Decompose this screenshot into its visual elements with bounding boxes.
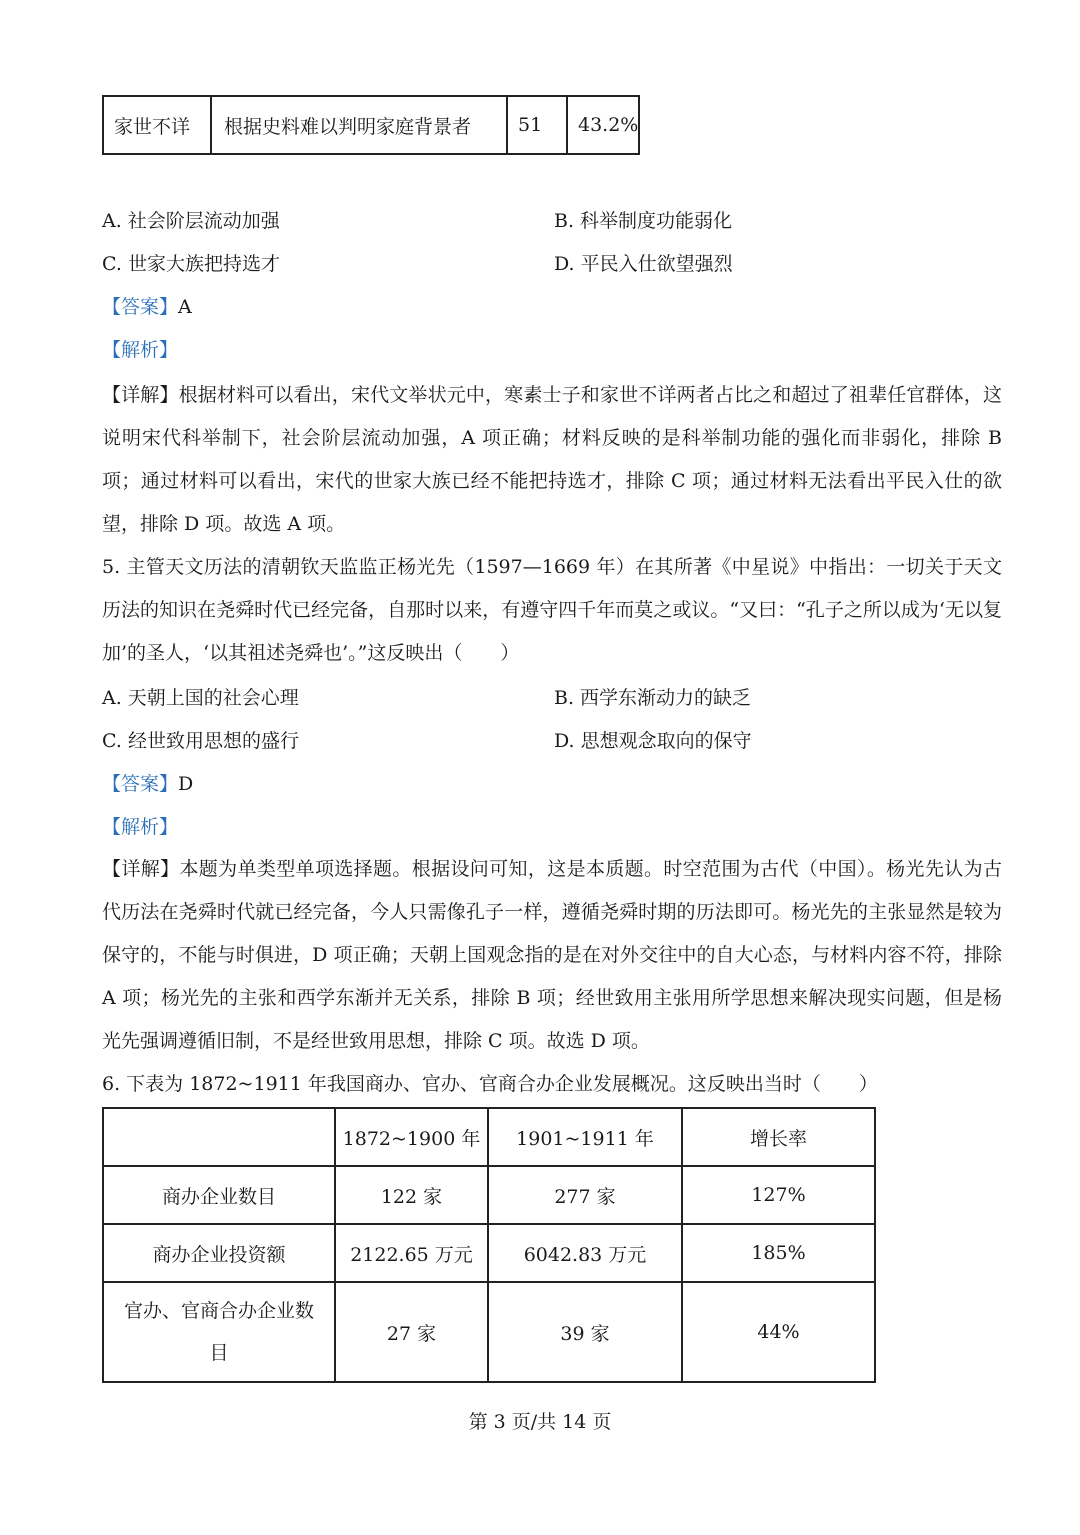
answer-tag: 【答案】 [102, 296, 179, 318]
table-cell: 185% [682, 1224, 875, 1282]
q5-option-d: D. 思想观念取向的保守 [554, 730, 752, 752]
q4-option-b: B. 科举制度功能弱化 [554, 210, 733, 232]
background-table [102, 95, 640, 155]
answer-value: D [178, 773, 194, 795]
analysis-tag: 【解析】 [102, 816, 179, 838]
analysis-tag: 【解析】 [102, 339, 179, 361]
q6-stem: 6. 下表为 1872~1911 年我国商办、官办、官商合办企业发展概况。这反映出当时（ ） [102, 1073, 878, 1095]
q5-answer [102, 769, 193, 799]
answer-value: A [178, 296, 192, 318]
q5-stem: 5. 主管天文历法的清朝钦天监监正杨光先（1597—1669 年）在其所著《中星说》中指出：一切关于天文历法的知识在尧舜时代已经完备，自那时以来，有遵守四千年而莫之或议。“又曰：“孔子之所以成为‘无以复加’的圣人，‘以其祖述尧舜也’。”这反映出（ ） [102, 556, 1002, 664]
q5-option-c: C. 经世致用思想的盛行 [102, 730, 299, 752]
table-cell: 家世不详 [103, 96, 211, 154]
table-header: 增长率 [682, 1108, 875, 1166]
enterprise-table [102, 1107, 876, 1383]
q4-detail [102, 374, 1002, 546]
page-footer: 第 3 页/共 14 页 [468, 1411, 612, 1433]
table-cell: 商办企业投资额 [103, 1224, 335, 1282]
table-cell: 43.2% [567, 96, 639, 154]
table-header [103, 1108, 335, 1166]
q5-option-a: A. 天朝上国的社会心理 [102, 687, 299, 709]
table-cell: 2122.65 万元 [335, 1224, 488, 1282]
table-cell: 官办、官商合办企业数目 [103, 1282, 335, 1382]
q5-detail [102, 848, 1002, 1063]
table-cell: 27 家 [335, 1282, 488, 1382]
q4-analysis-heading [102, 335, 178, 365]
answer-tag: 【答案】 [102, 773, 179, 795]
table-row [103, 1166, 875, 1224]
table-cell: 根据史料难以判明家庭背景者 [211, 96, 507, 154]
table-cell: 44% [682, 1282, 875, 1382]
table-header: 1872~1900 年 [335, 1108, 488, 1166]
table-header-row [103, 1108, 875, 1166]
table-cell: 商办企业数目 [103, 1166, 335, 1224]
detail-tag: 【详解】 [102, 384, 179, 406]
detail-text: 本题为单类型单项选择题。根据设问可知，这是本质题。时空范围为古代（中国）。杨光先认为古代历法在尧舜时代就已经完备，今人只需像孔子一样，遵循尧舜时期的历法即可。杨光先的主张显然是较为保守的，不能与时俱进，D 项正确；天朝上国观念指的是在对外交往中的自大心态，与材料内容不符，排除 A 项；杨光先的主张和西学东渐并无关系，排除 B 项；经世致用主张用所学思想来解决现实问题，但是杨光先强调遵循旧制，不是经世致用思想，排除 C 项。故选 D 项。 [102, 858, 1002, 1052]
table-header: 1901~1911 年 [488, 1108, 682, 1166]
table-cell: 127% [682, 1166, 875, 1224]
table-row [103, 96, 639, 154]
table-row [103, 1282, 875, 1382]
detail-tag: 【详解】 [102, 858, 180, 880]
q4-answer [102, 292, 192, 322]
q5-option-b: B. 西学东渐动力的缺乏 [554, 687, 752, 709]
q4-option-c: C. 世家大族把持选才 [102, 253, 280, 275]
table-cell: 277 家 [488, 1166, 682, 1224]
detail-text: 根据材料可以看出，宋代文举状元中，寒素士子和家世不详两者占比之和超过了祖辈任官群体，这说明宋代科举制下，社会阶层流动加强，A 项正确；材料反映的是科举制功能的强化而非弱化，排除 B 项；通过材料可以看出，宋代的世家大族已经不能把持选才，排除 C 项；通过材料无法看出平民入仕的欲望，排除 D 项。故选 A 项。 [102, 384, 1002, 535]
table-cell: 6042.83 万元 [488, 1224, 682, 1282]
table-cell: 122 家 [335, 1166, 488, 1224]
q4-option-a: A. 社会阶层流动加强 [102, 210, 280, 232]
table-cell: 39 家 [488, 1282, 682, 1382]
q5-analysis-heading [102, 812, 178, 842]
table-row [103, 1224, 875, 1282]
q4-option-d: D. 平民入仕欲望强烈 [554, 253, 733, 275]
table-cell: 51 [507, 96, 567, 154]
